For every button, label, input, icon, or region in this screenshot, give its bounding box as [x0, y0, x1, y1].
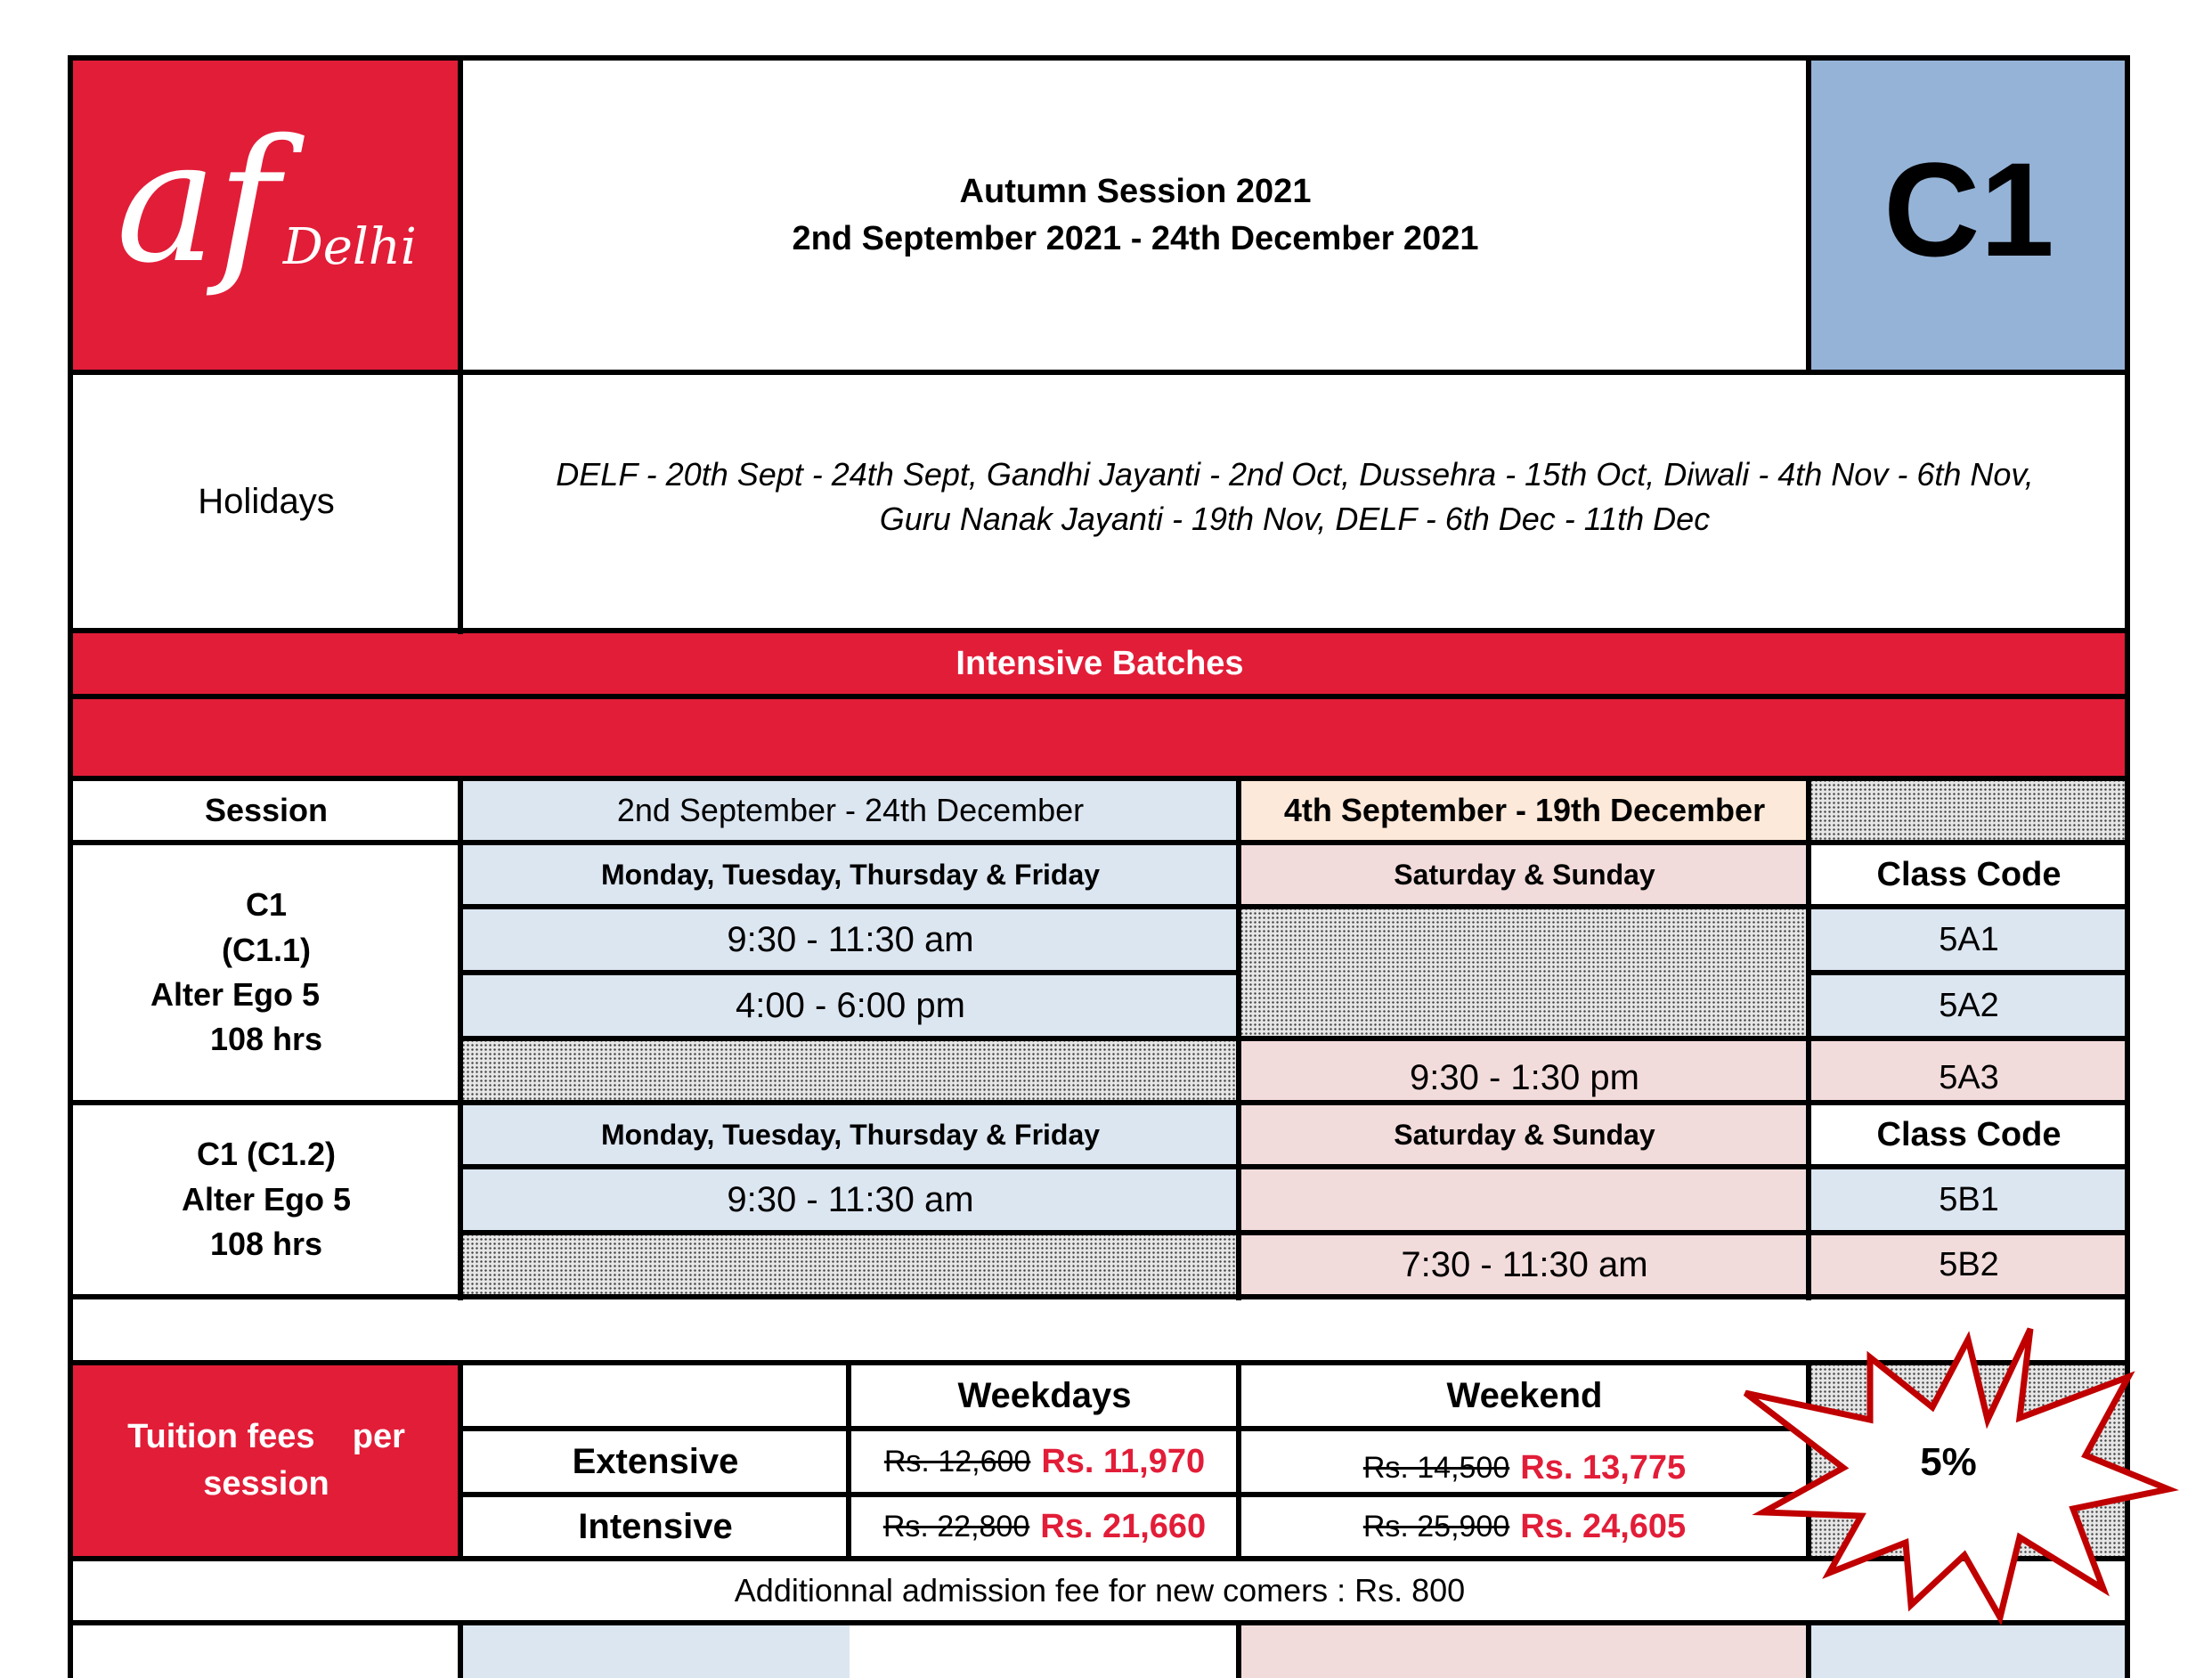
fees-extensive-weekend-old: Rs. 14,500: [1362, 1450, 1510, 1485]
fees-extensive-weekend: [1240, 1429, 1809, 1495]
grid-line: [68, 55, 73, 1678]
grid-line: [458, 1361, 463, 1560]
c11-line-3: Alter Ego 5: [150, 976, 321, 1013]
c12-row1-weekend-empty: [1240, 1167, 1809, 1233]
c12-line-1: C1 (C1.2): [196, 1136, 337, 1173]
bottom-blue-cell-2: [1809, 1623, 2128, 1678]
grid-line: [461, 1164, 2130, 1169]
admission-note: Additionnal admission fee for new comers : Rs. 800: [734, 1572, 1466, 1609]
c12-line-3: 108 hrs: [209, 1226, 323, 1263]
empty-hatched-cell: [1809, 778, 2128, 843]
c11-row3-weekend: 9:30 - 1:30 pm: [1240, 1039, 1809, 1103]
c12-row1-code: 5B1: [1809, 1167, 2128, 1233]
c12-row2-weekend: 7:30 - 11:30 am: [1240, 1233, 1809, 1297]
c12-row2-code: 5B2: [1809, 1233, 2128, 1297]
c11-row1-weekday: 9:30 - 11:30 am: [461, 907, 1240, 973]
grid-line: [461, 1036, 2130, 1041]
fees-weekend-header: Weekend: [1446, 1375, 1603, 1415]
fees-label-line-1: Tuition fees per: [127, 1417, 405, 1455]
fees-label-line-2: session: [203, 1465, 329, 1503]
fees-intensive-weekday-old: Rs. 22,800: [882, 1509, 1030, 1544]
logo-af: af: [116, 103, 280, 300]
c12-weekday-header: Monday, Tuesday, Thursday & Friday: [461, 1103, 1240, 1167]
c12-course-info: [71, 1103, 461, 1297]
grid-line: [458, 1621, 463, 1678]
discount-starburst: [1736, 1322, 2182, 1625]
grid-line: [458, 55, 463, 634]
grid-line: [68, 370, 2130, 375]
grid-line: [68, 628, 2130, 633]
grid-line: [1806, 55, 1811, 374]
c12-weekday-empty: [461, 1233, 1240, 1297]
bottom-blue-cell: [461, 1623, 850, 1678]
c12-row1-weekday: 9:30 - 11:30 am: [461, 1167, 1240, 1233]
fees-label: [71, 1363, 461, 1559]
fees-intensive-weekday-new: Rs. 21,660: [1040, 1507, 1207, 1545]
session-label: Session: [204, 792, 329, 828]
grid-line: [1809, 970, 2130, 975]
discount-value: 5%: [1920, 1440, 1977, 1484]
grid-line: [68, 776, 2130, 781]
grid-line: [461, 904, 2130, 909]
fees-type-header-empty: [461, 1363, 850, 1429]
grid-line: [68, 840, 2130, 845]
fees-intensive-weekend-new: Rs. 24,605: [1520, 1507, 1687, 1545]
c11-course-info: [71, 843, 461, 1103]
c12-line-2: Alter Ego 5: [181, 1180, 352, 1218]
grid-line: [1236, 1361, 1241, 1560]
fees-extensive-label: Extensive: [572, 1441, 739, 1481]
grid-line: [68, 1294, 2130, 1299]
c11-row1-code: 5A1: [1809, 907, 2128, 973]
fees-extensive-weekday-new: Rs. 11,970: [1041, 1442, 1206, 1480]
c12-weekend-header: Saturday & Sunday: [1240, 1103, 1809, 1167]
grid-line: [1806, 1621, 1811, 1678]
fees-intensive-weekend: [1240, 1495, 1809, 1559]
c11-row2-weekday: 4:00 - 6:00 pm: [461, 973, 1240, 1039]
bottom-pink-cell: [1240, 1623, 1809, 1678]
fees-intensive-label: Intensive: [578, 1506, 733, 1546]
c11-weekend-empty: [1240, 907, 1809, 1039]
session-dates: 2nd September 2021 - 24th December 2021: [792, 220, 1479, 257]
fees-extensive-weekday: [850, 1429, 1240, 1495]
grid-line: [846, 1361, 851, 1560]
weekday-dates: 2nd September - 24th December: [461, 778, 1240, 843]
fees-intensive-weekday: [850, 1495, 1240, 1559]
holidays-line-2: Guru Nanak Jayanti - 19th Nov, DELF - 6th Dec - 11th Dec: [879, 501, 1711, 537]
c11-weekday-empty: [461, 1039, 1240, 1103]
weekend-dates: 4th September - 19th December: [1240, 778, 1809, 843]
session-header: [461, 59, 1809, 372]
grid-line: [68, 55, 2130, 61]
c11-line-2: (C1.1): [221, 931, 312, 968]
c12-code-header: Class Code: [1876, 1115, 2062, 1153]
c11-weekday-header: Monday, Tuesday, Thursday & Friday: [461, 843, 1240, 907]
grid-line: [461, 1492, 1809, 1497]
holidays-label: Holidays: [198, 481, 335, 521]
logo-delhi: Delhi: [282, 217, 417, 276]
c11-row2-code: 5A2: [1809, 973, 2128, 1039]
red-band: [71, 696, 2128, 778]
level-label: C1: [1883, 134, 2054, 284]
intensive-title: Intensive Batches: [71, 631, 2128, 696]
grid-line: [461, 1426, 1809, 1431]
grid-line: [461, 970, 1240, 975]
session-title: Autumn Session 2021: [959, 172, 1312, 210]
fees-extensive-weekend-new: Rs. 13,775: [1520, 1448, 1687, 1487]
fees-extensive-weekday-old: Rs. 12,600: [883, 1444, 1031, 1478]
logo-block: [71, 59, 461, 372]
grid-line: [68, 694, 2130, 699]
grid-line: [1236, 1621, 1241, 1678]
c11-line-4: 108 hrs: [209, 1021, 323, 1058]
grid-line: [461, 1230, 2130, 1235]
c11-row3-code: 5A3: [1809, 1039, 2128, 1103]
holidays-line-1: DELF - 20th Sept - 24th Sept, Gandhi Jayanti - 2nd Oct, Dussehra - 15th Oct, Diwali - 4th Nov - 6th Nov,: [556, 455, 2034, 493]
holidays-list: [461, 372, 2128, 631]
fees-intensive-weekend-old: Rs. 25,900: [1362, 1509, 1510, 1544]
level-badge: [1809, 59, 2128, 372]
c11-line-1: C1: [245, 886, 288, 924]
c11-code-header: Class Code: [1876, 855, 2062, 893]
c11-weekend-header: Saturday & Sunday: [1240, 843, 1809, 907]
grid-line: [68, 1100, 2130, 1105]
fees-weekdays-header: Weekdays: [957, 1375, 1132, 1415]
